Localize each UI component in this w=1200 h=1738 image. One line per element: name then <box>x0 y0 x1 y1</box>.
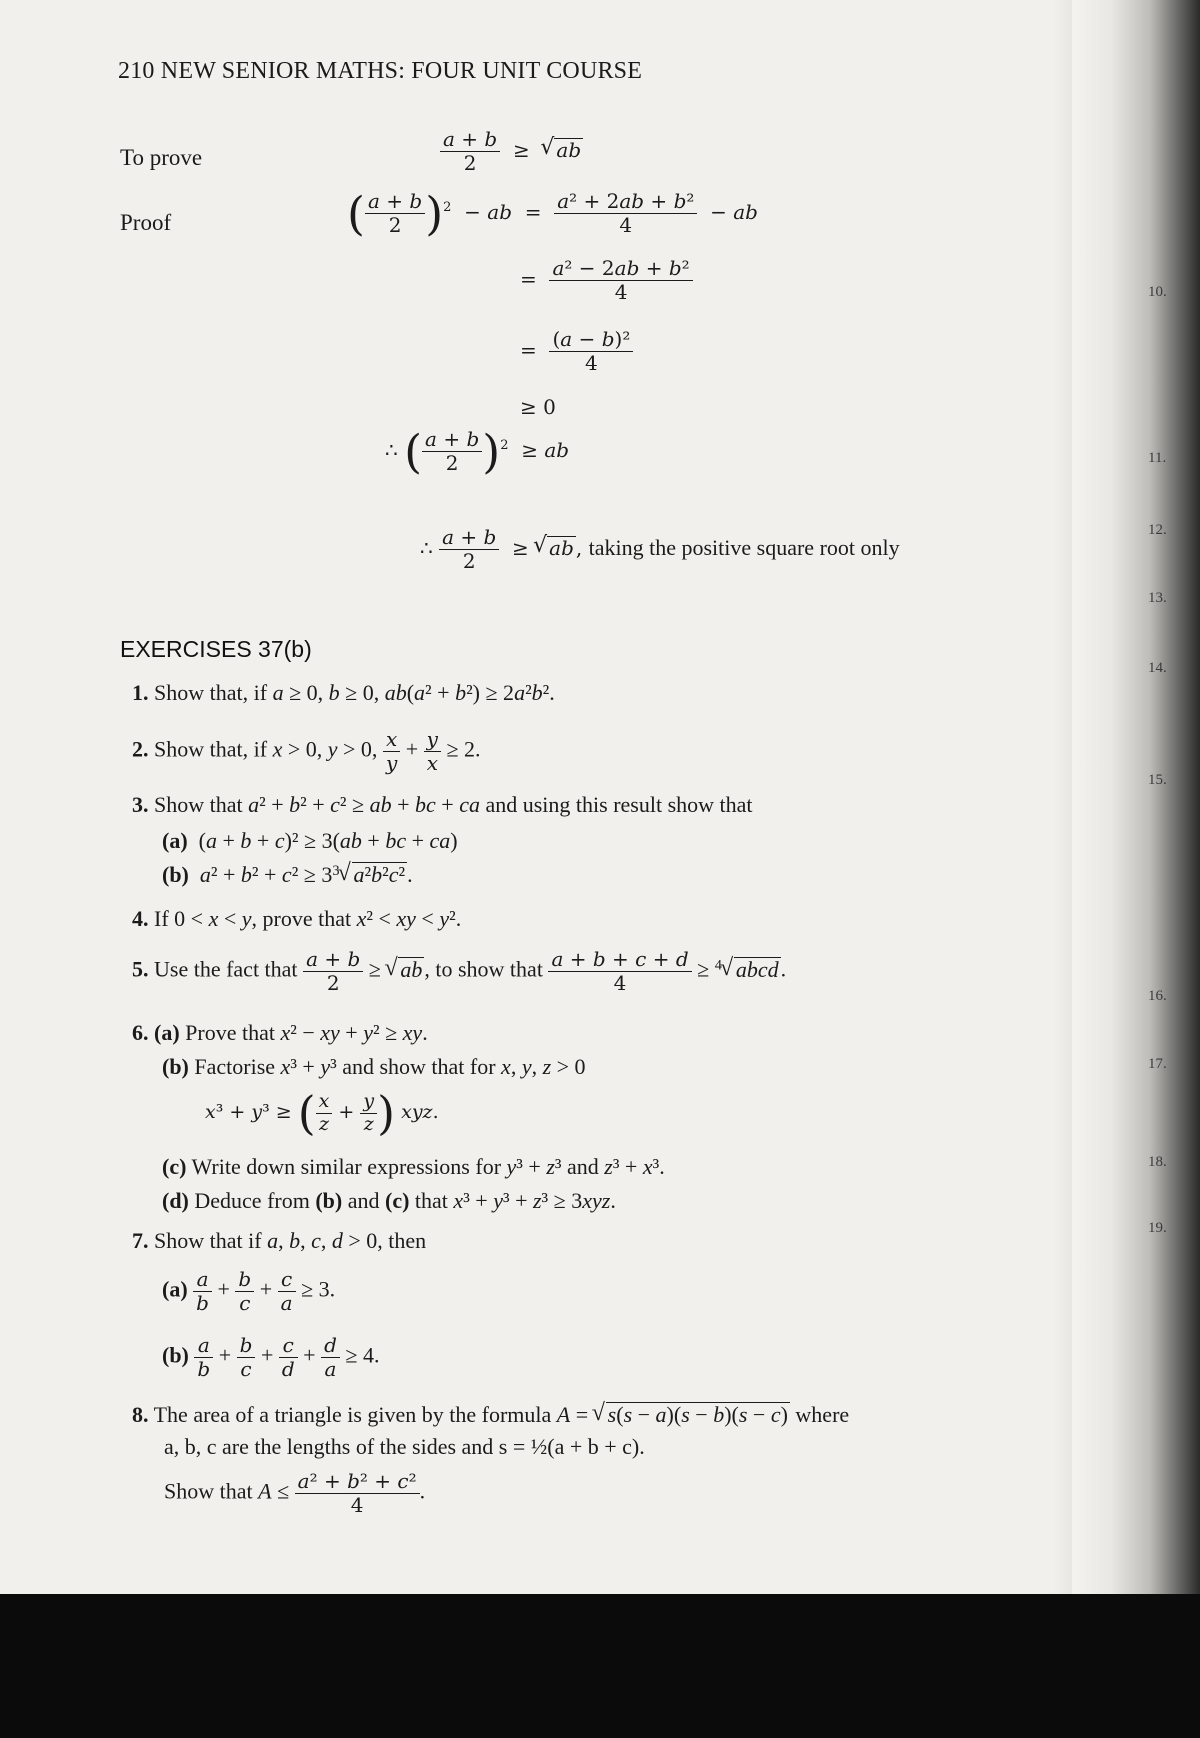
exercise-8: 8. The area of a triangle is given by the formula A = √ s(s − a)(s − b)(s − c) where <box>132 1402 849 1428</box>
exercise-3: 3. Show that a² + b² + c² ≥ ab + bc + ca and using this result show that <box>132 792 753 817</box>
exercise-3b: (b) $a^2 + b^2 + c^2 \ge 3^3√$ a²b²c². <box>162 862 413 888</box>
exercise-6b-inequality: x³ + y³ ≥ ( $\frac{x}{z}$ + $\frac{y}{z}$ ) xyz. <box>205 1086 439 1140</box>
proof-label: Proof <box>120 210 172 235</box>
margin-mark: 10. <box>1148 284 1167 300</box>
margin-mark: 16. <box>1148 988 1167 1004</box>
margin-mark: 15. <box>1148 772 1167 788</box>
margin-mark: 11. <box>1148 450 1167 466</box>
margin-mark: 18. <box>1148 1154 1167 1170</box>
margin-mark: 14. <box>1148 660 1167 676</box>
exercise-7b: (b) $\frac{a}{b}$ + $\frac{b}{c}$ + $\frac{c}{d}$ + $\frac{d}{a}$ ≥ 4. <box>162 1333 380 1381</box>
exercise-8-line3: Show that A ≤ $\frac{\text{a² + b² + c²}}{4}$ . <box>164 1469 426 1517</box>
proof-line-2: = $\frac{\text{a² − 2ab + b²}}{4}$ <box>520 257 693 304</box>
exercise-6a: 6. (a) Prove that x² − xy + y² ≥ xy. <box>132 1020 428 1045</box>
exercise-7: 7. Show that if a, b, c, d > 0, then <box>132 1228 427 1253</box>
exercise-3a: (a) (a + b + c)² ≥ 3(ab + bc + ca) <box>162 828 458 853</box>
margin-mark: 13. <box>1148 590 1167 606</box>
exercise-6c: (c) Write down similar expressions for y³ + z³ and z³ + x³. <box>162 1154 665 1179</box>
exercise-2: 2. Show that, if x > 0, y > 0, $\frac{x}{y}$ + $\frac{y}{x}$ ≥ 2. <box>132 727 481 775</box>
proof-line-4: ≥ 0 <box>520 395 556 419</box>
exercise-5: 5. Use the fact that $\frac{a + b}{2}$ ≥ √ ab, to show that $\frac{a + b + c + d}{4}$ ≥ $^4$√ abcd. <box>132 948 786 995</box>
exercise-4: 4. If 0 < x < y, prove that x² < xy < y². <box>132 906 462 931</box>
proof-line-1: ( $\frac{a + b}{2}$ )$^2$ − ab = $\frac{\text{a² + 2ab + b²}}{4}$ − ab <box>347 186 758 241</box>
exercise-6b: (b) Factorise x³ + y³ and show that for x, y, z > 0 <box>162 1054 586 1079</box>
exercises-title: EXERCISES 37(b) <box>120 636 312 662</box>
proof-conclusion: ∴ $\frac{a + b}{2}$ ≥ √ ab , taking the positive square root only <box>420 526 900 573</box>
to-prove-statement: $\frac{a + b}{2}$ ≥ √ ab <box>440 128 583 175</box>
exercise-1: 1. Show that, if a ≥ 0, b ≥ 0, ab(a² + b²) ≥ 2a²b². <box>132 680 555 705</box>
exercise-7a: (a) $\frac{a}{b}$ + $\frac{b}{c}$ + $\frac{c}{a}$ ≥ 3. <box>162 1267 336 1315</box>
to-prove-label: To prove <box>120 145 203 170</box>
margin-mark: 19. <box>1148 1220 1167 1236</box>
margin-mark: 12. <box>1148 522 1167 538</box>
proof-line-5: ∴ ( $\frac{a + b}{2}$ )$^2$ ≥ ab <box>385 424 570 479</box>
page-header: 210 NEW SENIOR MATHS: FOUR UNIT COURSE <box>118 58 643 84</box>
exercise-8-line2: a, b, c are the lengths of the sides and s = ½(a + b + c). <box>164 1434 645 1459</box>
exercise-6d: (d) Deduce from (b) and (c) that x³ + y³ + z³ ≥ 3xyz. <box>162 1188 616 1213</box>
facing-page-edge <box>1072 0 1200 1594</box>
margin-mark: 17. <box>1148 1056 1167 1072</box>
proof-line-3: = $\frac{\text{(a − b)²}}{4}$ <box>520 328 633 375</box>
conclusion-note: taking the positive square root only <box>588 535 900 560</box>
